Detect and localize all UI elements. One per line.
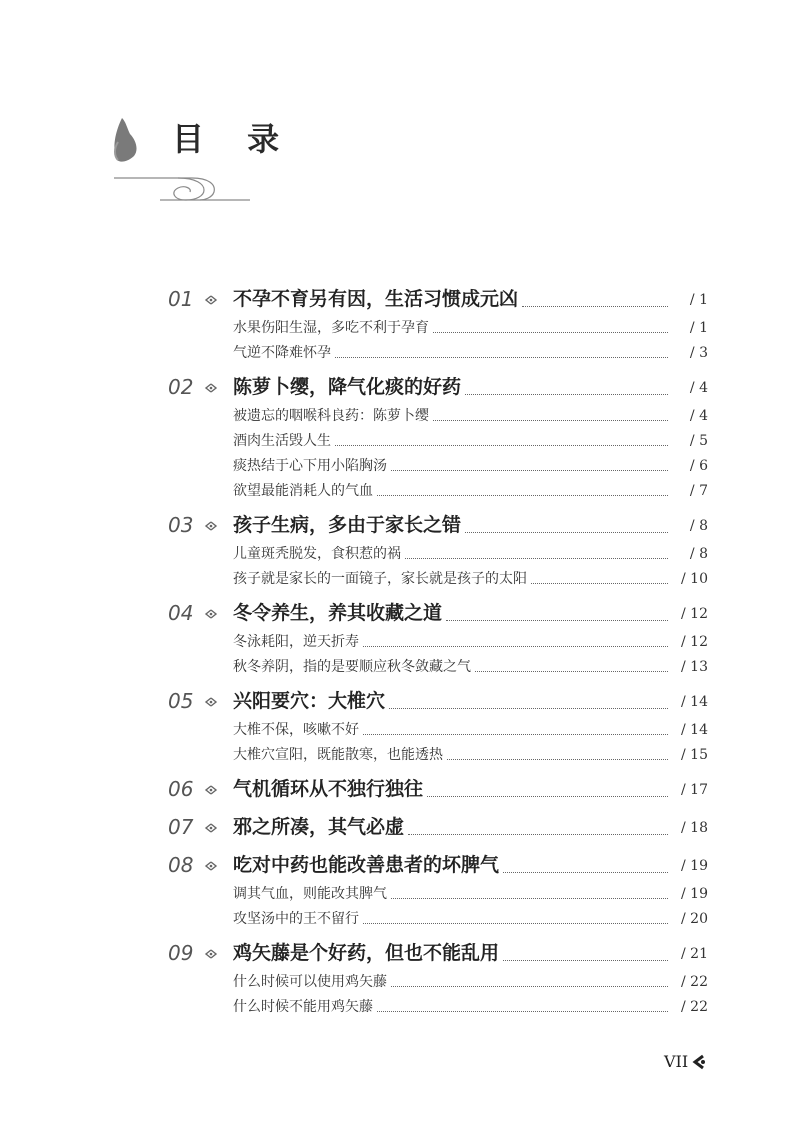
chapter-entry: [168, 594, 708, 677]
chapter-row[interactable]: [168, 846, 708, 879]
chapter-title: 邪之所凑，其气必虚: [233, 816, 405, 838]
chapter-row[interactable]: [168, 280, 708, 313]
section-title: 水果伤阳生湿，多吃不利于孕育: [233, 320, 429, 336]
table-of-contents: [168, 280, 708, 1022]
section-page: / 14: [681, 722, 708, 738]
dot-leader: [446, 619, 668, 621]
section-title: 什么时候可以使用鸡矢藤: [233, 974, 387, 990]
section-title: 秋冬养阴，指的是要顺应秋冬敛藏之气: [233, 659, 471, 675]
dot-leader: [475, 670, 668, 672]
chapter-entry: [168, 368, 708, 501]
section-row[interactable]: [168, 426, 708, 451]
chapter-page: / 8: [689, 518, 708, 534]
page-folio: [664, 1052, 708, 1071]
section-row[interactable]: [168, 401, 708, 426]
chapter-entry: [168, 808, 708, 841]
chapter-title: 吃对中药也能改善患者的坏脾气: [233, 854, 500, 876]
chapter-page: / 17: [681, 782, 708, 798]
section-title: 什么时候不能用鸡矢藤: [233, 999, 373, 1015]
section-title: 孩子就是家长的一面镜子，家长就是孩子的太阳: [233, 571, 527, 587]
chapter-entry: [168, 770, 708, 803]
diamond-bullet-icon: [202, 775, 233, 803]
chapter-number: 01: [168, 287, 194, 311]
dot-leader: [465, 531, 668, 533]
chapter-number: 08: [168, 853, 194, 877]
dot-leader: [503, 871, 668, 873]
section-page: / 22: [681, 974, 708, 990]
dot-leader: [391, 897, 668, 899]
diamond-bullet-icon: [202, 285, 233, 313]
section-page: / 3: [689, 345, 708, 361]
dot-leader: [447, 758, 668, 760]
section-row[interactable]: [168, 967, 708, 992]
dot-leader: [377, 494, 668, 496]
diamond-bullet-icon: [202, 813, 233, 841]
section-row[interactable]: [168, 652, 708, 677]
section-row[interactable]: [168, 715, 708, 740]
section-page: / 22: [681, 999, 708, 1015]
section-page: / 15: [681, 747, 708, 763]
section-title: 冬泳耗阳，逆天折寿: [233, 634, 359, 650]
diamond-bullet-icon: [202, 687, 233, 715]
section-row[interactable]: [168, 992, 708, 1017]
section-title: 被遗忘的咽喉科良药：陈萝卜缨: [233, 408, 429, 424]
dot-leader: [363, 733, 668, 735]
section-page: / 8: [689, 546, 708, 562]
diamond-bullet-icon: [202, 851, 233, 879]
chapter-title: 鸡矢藤是个好药，但也不能乱用: [233, 942, 500, 964]
section-title: 大椎不保，咳嗽不好: [233, 722, 359, 738]
section-page: / 4: [689, 408, 708, 424]
dot-leader: [522, 305, 668, 307]
section-title: 儿童斑秃脱发，食积惹的祸: [233, 546, 401, 562]
chapter-page: / 1: [689, 292, 708, 308]
chapter-row[interactable]: [168, 934, 708, 967]
section-row[interactable]: [168, 539, 708, 564]
section-row[interactable]: [168, 879, 708, 904]
dot-leader: [363, 922, 668, 924]
section-page: / 20: [681, 911, 708, 927]
section-row[interactable]: [168, 313, 708, 338]
chapter-row[interactable]: [168, 506, 708, 539]
chapter-number: 07: [168, 815, 194, 839]
section-page: / 7: [689, 483, 708, 499]
chapter-page: / 18: [681, 820, 708, 836]
dot-leader: [465, 393, 668, 395]
section-row[interactable]: [168, 451, 708, 476]
dot-leader: [405, 557, 668, 559]
section-title: 攻坚汤中的王不留行: [233, 911, 359, 927]
chapter-row[interactable]: [168, 594, 708, 627]
chapter-entry: [168, 934, 708, 1017]
chapter-number: 05: [168, 689, 194, 713]
chapter-row[interactable]: [168, 770, 708, 803]
dot-leader: [433, 419, 668, 421]
section-page: / 19: [681, 886, 708, 902]
chapter-title: 冬令养生，养其收藏之道: [233, 602, 443, 624]
page-title: 目 录: [172, 120, 296, 158]
diamond-bullet-icon: [202, 599, 233, 627]
chapter-title: 孩子生病，多由于家长之错: [233, 514, 462, 536]
section-row[interactable]: [168, 338, 708, 363]
chapter-page: / 14: [681, 694, 708, 710]
section-page: / 1: [689, 320, 708, 336]
chapter-number: 09: [168, 941, 194, 965]
dot-leader: [335, 356, 668, 358]
section-page: / 13: [681, 659, 708, 675]
chapter-number: 06: [168, 777, 194, 801]
toc-header: [108, 112, 368, 212]
chapter-page: / 21: [681, 946, 708, 962]
chapter-number: 03: [168, 513, 194, 537]
section-page: / 10: [681, 571, 708, 587]
chapter-number: 04: [168, 601, 194, 625]
chapter-entry: [168, 280, 708, 363]
arrow-ornament-icon: [692, 1054, 708, 1070]
chapter-entry: [168, 682, 708, 765]
section-title: 气逆不降难怀孕: [233, 345, 331, 361]
chapter-page: / 19: [681, 858, 708, 874]
section-row[interactable]: [168, 627, 708, 652]
section-row[interactable]: [168, 564, 708, 589]
section-title: 大椎穴宣阳，既能散寒，也能透热: [233, 747, 443, 763]
section-title: 调其气血，则能改其脾气: [233, 886, 387, 902]
section-page: / 6: [689, 458, 708, 474]
section-row[interactable]: [168, 740, 708, 765]
dot-leader: [389, 707, 668, 709]
chapter-page: / 12: [681, 606, 708, 622]
section-page: / 5: [689, 433, 708, 449]
dot-leader: [363, 645, 668, 647]
dot-leader: [391, 985, 668, 987]
chapter-page: / 4: [689, 380, 708, 396]
dot-leader: [335, 444, 668, 446]
section-row[interactable]: [168, 476, 708, 501]
dot-leader: [391, 469, 668, 471]
page-number: VII: [664, 1052, 689, 1071]
chapter-row[interactable]: [168, 682, 708, 715]
section-page: / 12: [681, 634, 708, 650]
chapter-title: 不孕不育另有因，生活习惯成元凶: [233, 288, 519, 310]
section-title: 欲望最能消耗人的气血: [233, 483, 373, 499]
dot-leader: [433, 331, 668, 333]
diamond-bullet-icon: [202, 939, 233, 967]
chapter-title: 气机循环从不独行独往: [233, 778, 424, 800]
chapter-row[interactable]: [168, 808, 708, 841]
dot-leader: [531, 582, 668, 584]
chapter-title: 兴阳要穴：大椎穴: [233, 690, 386, 712]
dot-leader: [427, 795, 668, 797]
dot-leader: [503, 959, 668, 961]
section-row[interactable]: [168, 904, 708, 929]
chapter-title: 陈萝卜缨，降气化痰的好药: [233, 376, 462, 398]
dot-leader: [408, 833, 668, 835]
chapter-row[interactable]: [168, 368, 708, 401]
section-title: 酒肉生活毁人生: [233, 433, 331, 449]
dot-leader: [377, 1010, 668, 1012]
diamond-bullet-icon: [202, 373, 233, 401]
diamond-bullet-icon: [202, 511, 233, 539]
chapter-entry: [168, 506, 708, 589]
chapter-number: 02: [168, 375, 194, 399]
section-title: 痰热结于心下用小陷胸汤: [233, 458, 387, 474]
chapter-entry: [168, 846, 708, 929]
